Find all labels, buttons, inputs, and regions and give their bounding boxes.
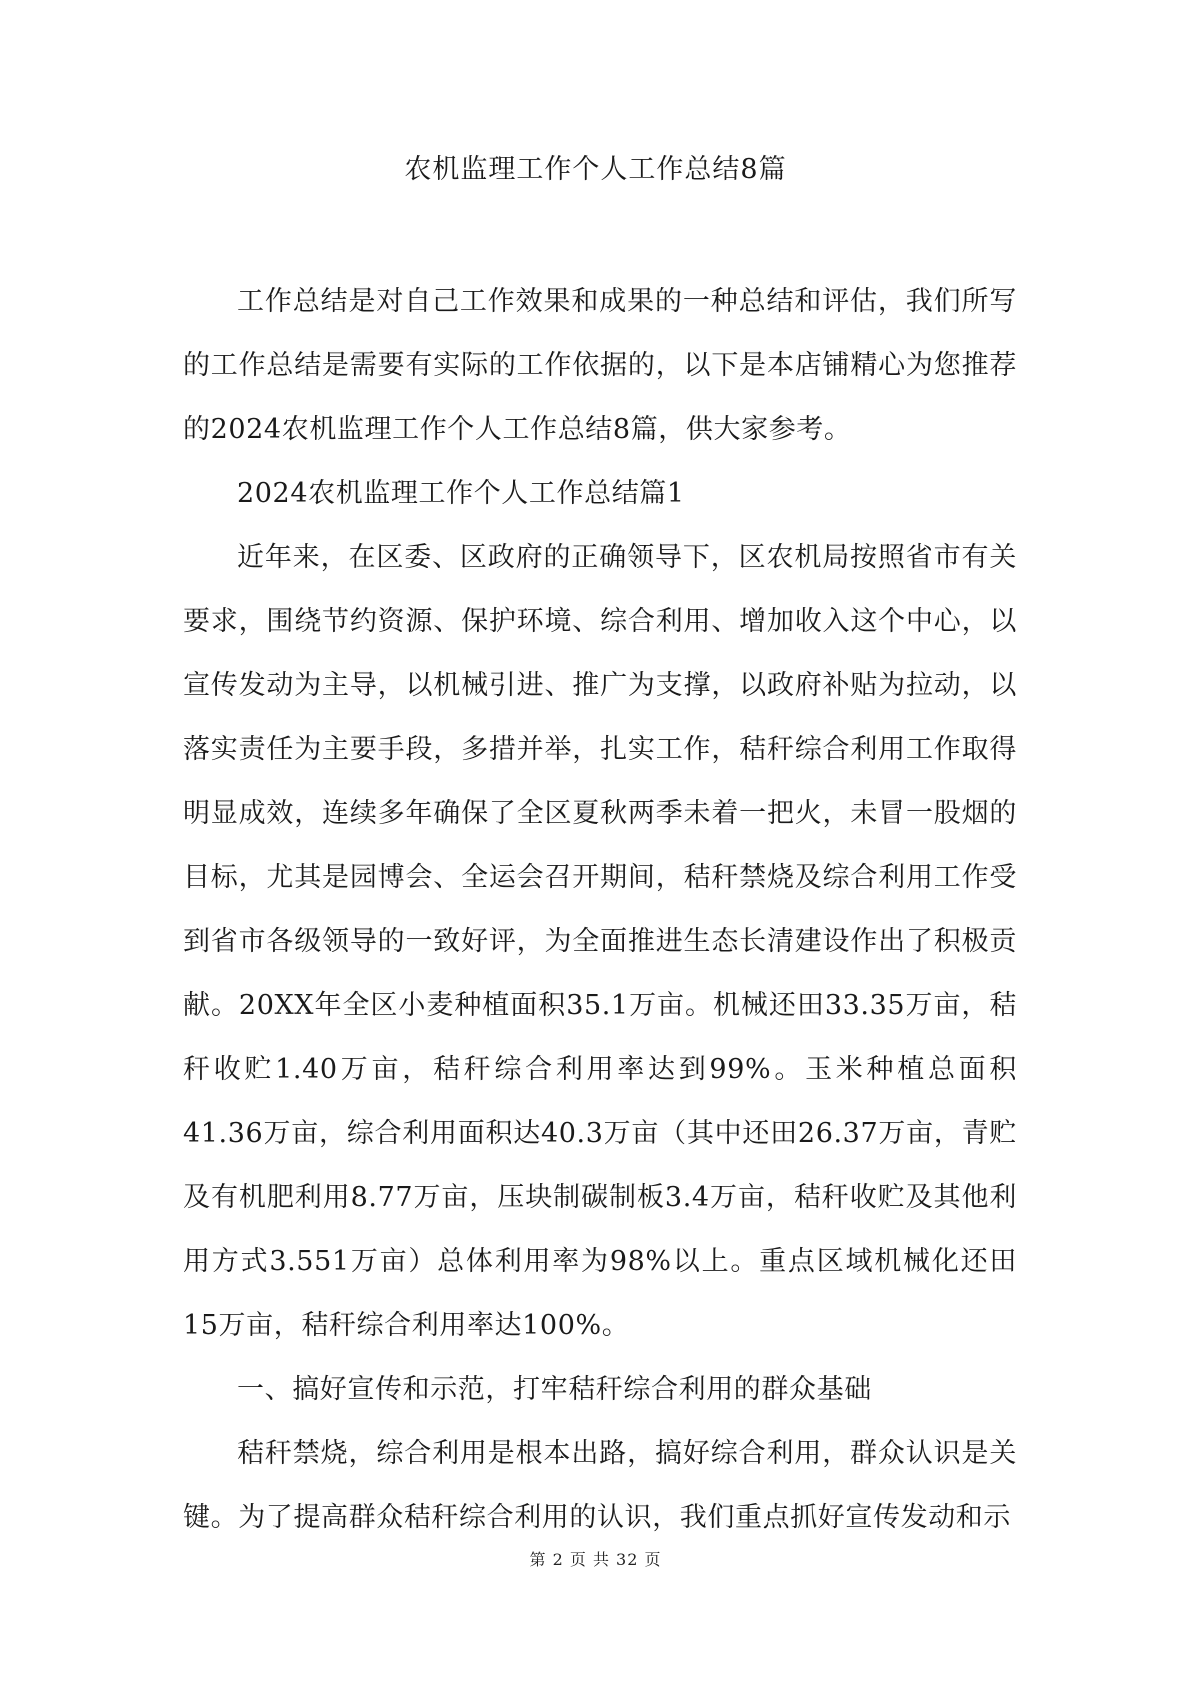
body-paragraph: 近年来，在区委、区政府的正确领导下，区农机局按照省市有关要求，围绕节约资源、保护环境、综合利用、增加收入这个中心，以宣传发动为主导，以机械引进、推广为支撑，以政府补贴为拉动，以落实责任为主要手段，多措并举，扎实工作，秸秆综合利用工作取得明显成效，连续多年确保了全区夏秋两季未着一把火，未冒一股烟的目标，尤其是园博会、全运会召开期间，秸秆禁烧及综合利用工作受到省市各级领导的一致好评，为全面推进生态长清建设作出了积极贡献。20XX年全区小麦种植面积35.1万亩。机械还田33.35万亩，秸秆收贮1.40万亩，秸秆综合利用率达到99%。玉米种植总面积41.36万亩，综合利用面积达40.3万亩（其中还田26.37万亩，青贮及有机肥利用8.77万亩，压块制碳制板3.4万亩，秸秆收贮及其他利用方式3.551万亩）总体利用率为98%以上。重点区域机械化还田15万亩，秸秆综合利用率达100%。 bbox=[183, 542, 1017, 1341]
section-heading: 2024农机监理工作个人工作总结篇1 bbox=[237, 478, 685, 509]
subsection-heading: 一、搞好宣传和示范，打牢秸秆综合利用的群众基础 bbox=[237, 1374, 872, 1405]
intro-paragraph: 工作总结是对自己工作效果和成果的一种总结和评估，我们所写的工作总结是需要有实际的工作依据的，以下是本店铺精心为您推荐的2024农机监理工作个人工作总结8篇，供大家参考。 bbox=[183, 286, 1017, 445]
page-footer: 第 2 页 共 32 页 bbox=[529, 1550, 662, 1569]
document-title: 农机监理工作个人工作总结8篇 bbox=[404, 154, 787, 185]
document-body bbox=[183, 270, 1017, 1550]
body-paragraph: 秸秆禁烧，综合利用是根本出路，搞好综合利用，群众认识是关键。为了提高群众秸秆综合利用的认识，我们重点抓好宣传发动和示 bbox=[183, 1438, 1017, 1533]
